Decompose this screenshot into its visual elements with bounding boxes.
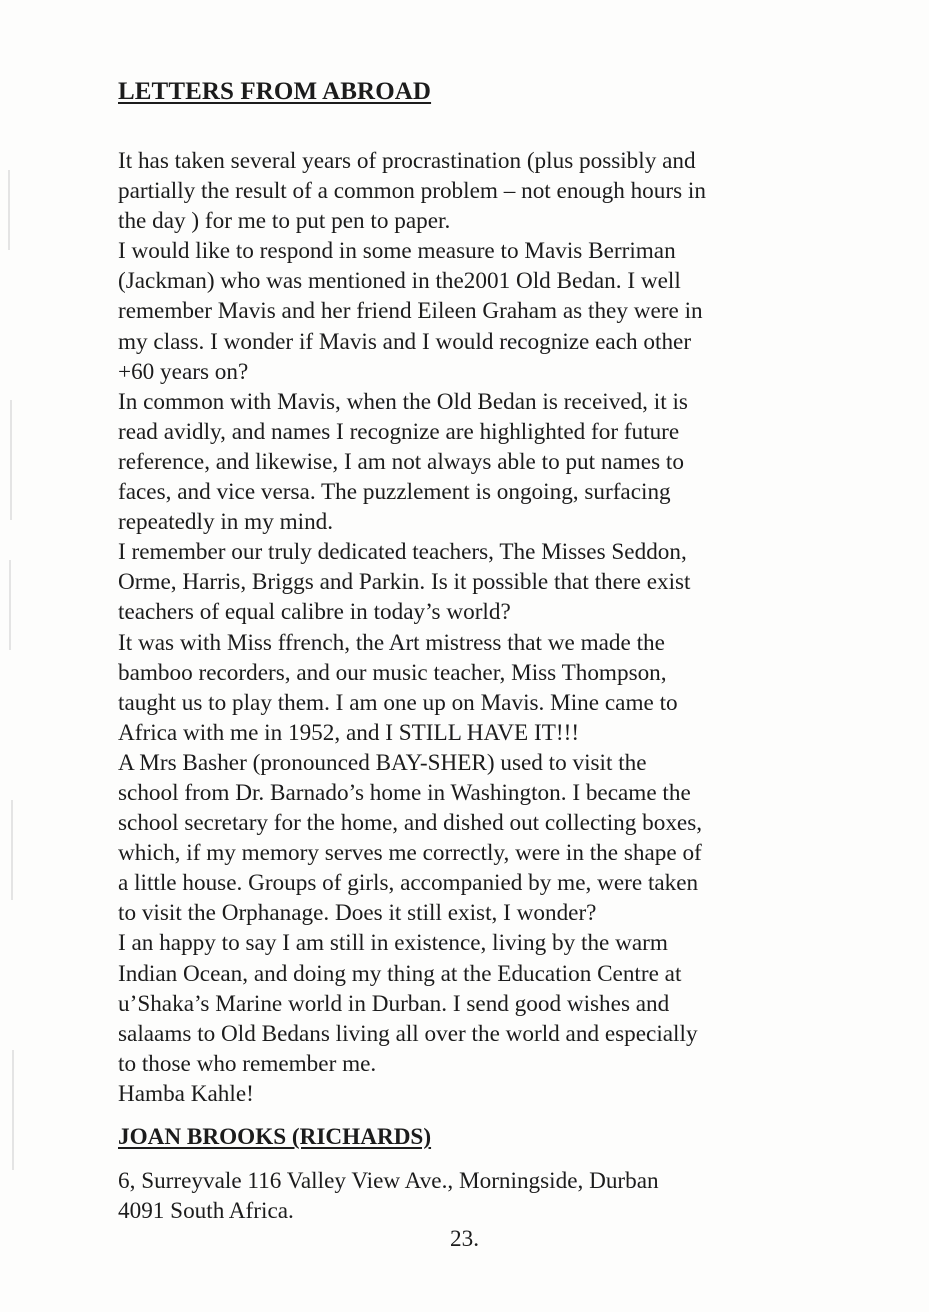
page-number: 23.	[450, 1226, 479, 1252]
letter-paragraph: I an happy to say I am still in existence, living by the warm Indian Ocean, and doing my thing at the Education Centre at u’Shaka’s Marine world in Durban. I send good wishes and salaams to Old Bedans living all over the world and especially to those who remember me.	[118, 930, 698, 1077]
author-name: JOAN BROOKS (RICHARDS)	[118, 1124, 432, 1150]
scan-edge-mark	[9, 560, 11, 650]
letter-paragraph: A Mrs Basher (pronounced BAY-SHER) used to visit the school from Dr. Barnado’s home in Washington. I became the school secretary for the home, and dished out collecting boxes, which, if my memory serves me correctly, were in the shape of a little house. Groups of girls, accompanied by me, were taken to visit the Orphanage. Does it still exist, I wonder?	[118, 749, 703, 927]
letter-paragraph: It has taken several years of procrastination (plus possibly and partially the result of a common problem – not enough hours in the day ) for me to put pen to paper.	[118, 148, 706, 235]
scan-edge-mark	[12, 1050, 14, 1170]
letter-paragraph: In common with Mavis, when the Old Bedan is received, it is read avidly, and names I recognize are highlighted for future reference, and likewise, I am not always able to put names to faces, and vice versa. The puzzlement is ongoing, surfacing repeatedly in my mind.	[118, 388, 688, 536]
letter-paragraph: It was with Miss ffrench, the Art mistress that we made the bamboo recorders, and our music teacher, Miss Thompson, taught us to play them. I am one up on Mavis. Mine came to Africa with me in 1952, and I STILL HAVE IT!!!	[118, 629, 678, 746]
letter-heading: LETTERS FROM ABROAD	[118, 78, 432, 105]
letter-paragraph: I would like to respond in some measure to Mavis Berriman (Jackman) who was mentioned in the2001 Old Bedan. I well remember Mavis and her friend Eileen Graham as they were in my class. I wonder if Mavis and I would recognize each other +60 years on?	[118, 238, 703, 385]
scan-edge-mark	[8, 170, 10, 250]
scan-edge-mark	[10, 400, 12, 520]
author-address: 6, Surreyvale 116 Valley View Ave., Morningside, Durban 4091 South Africa.	[118, 1168, 659, 1225]
letter-body	[118, 146, 838, 1109]
letter-closing: Hamba Kahle!	[118, 1080, 254, 1107]
letter-paragraph: I remember our truly dedicated teachers, The Misses Seddon, Orme, Harris, Briggs and Parkin. Is it possible that there exist teachers of equal calibre in today’s world?	[118, 539, 691, 626]
scan-edge-mark	[11, 800, 13, 900]
